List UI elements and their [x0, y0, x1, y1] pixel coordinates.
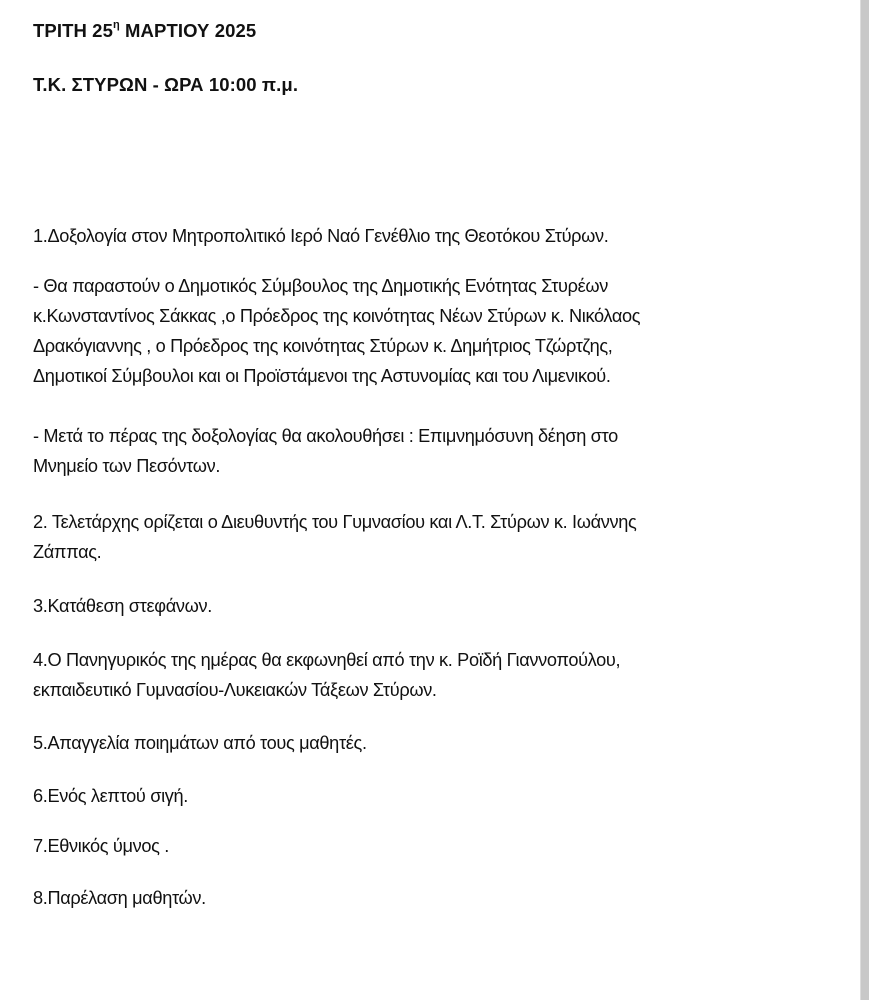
date-heading-ordinal: η — [112, 18, 120, 31]
text-line: Δρακόγιαννης , ο Πρόεδρος της κοινότητας Στύρων κ. Δημήτριος Τζώρτζης, — [33, 336, 613, 356]
program-item-7 — [33, 831, 833, 861]
program-item-6 — [33, 781, 833, 811]
date-heading-day: ΤΡΙΤΗ 25 — [33, 20, 113, 41]
text-line: 1.Δοξολογία στον Μητροπολιτικό Ιερό Ναό Γενέθλιο της Θεοτόκου Στύρων. — [33, 226, 609, 246]
date-heading-month-year: ΜΑΡΤΙΟΥ 2025 — [119, 20, 257, 41]
text-line: 6.Ενός λεπτού σιγή. — [33, 786, 188, 806]
text-line: Ζάππας. — [33, 542, 102, 562]
program-item-4 — [33, 645, 833, 705]
program-item-2 — [33, 507, 833, 567]
text-line: 5.Απαγγελία ποιημάτων από τους μαθητές. — [33, 733, 367, 753]
text-line: 8.Παρέλαση μαθητών. — [33, 888, 206, 908]
text-line: 2. Τελετάρχης ορίζεται ο Διευθυντής του Γυμνασίου και Λ.Τ. Στύρων κ. Ιωάννης — [33, 512, 637, 532]
text-line: Δημοτικοί Σύμβουλοι και οι Προϊστάμενοι της Αστυνομίας και του Λιμενικού. — [33, 366, 611, 386]
program-item-5 — [33, 728, 833, 758]
text-line: 4.Ο Πανηγυρικός της ημέρας θα εκφωνηθεί από την κ. Ροϊδή Γιαννοπούλου, — [33, 650, 621, 670]
memorial-paragraph — [33, 421, 833, 481]
text-line: κ.Κωνσταντίνος Σάκκας ,ο Πρόεδρος της κοινότητας Νέων Στύρων κ. Νικόλαος — [33, 306, 641, 326]
text-line: - Μετά το πέρας της δοξολογίας θα ακολουθήσει : Επιμνημόσυνη δέηση στο — [33, 426, 618, 446]
date-heading — [33, 20, 256, 42]
location-time-heading: Τ.Κ. ΣΤΥΡΩΝ - ΩΡΑ 10:00 π.μ. — [33, 74, 299, 95]
program-item-3 — [33, 591, 833, 621]
text-line: Μνημείο των Πεσόντων. — [33, 456, 221, 476]
program-item-1 — [33, 221, 833, 251]
text-line: εκπαιδευτικό Γυμνασίου-Λυκειακών Τάξεων Στύρων. — [33, 680, 437, 700]
text-line: - Θα παραστούν ο Δημοτικός Σύμβουλος της Δημοτικής Ενότητας Στυρέων — [33, 276, 608, 296]
program-item-8 — [33, 883, 833, 913]
text-line: 7.Εθνικός ύμνος . — [33, 836, 169, 856]
text-line: 3.Κατάθεση στεφάνων. — [33, 596, 212, 616]
right-margin — [869, 0, 874, 1000]
attendees-paragraph — [33, 271, 833, 391]
